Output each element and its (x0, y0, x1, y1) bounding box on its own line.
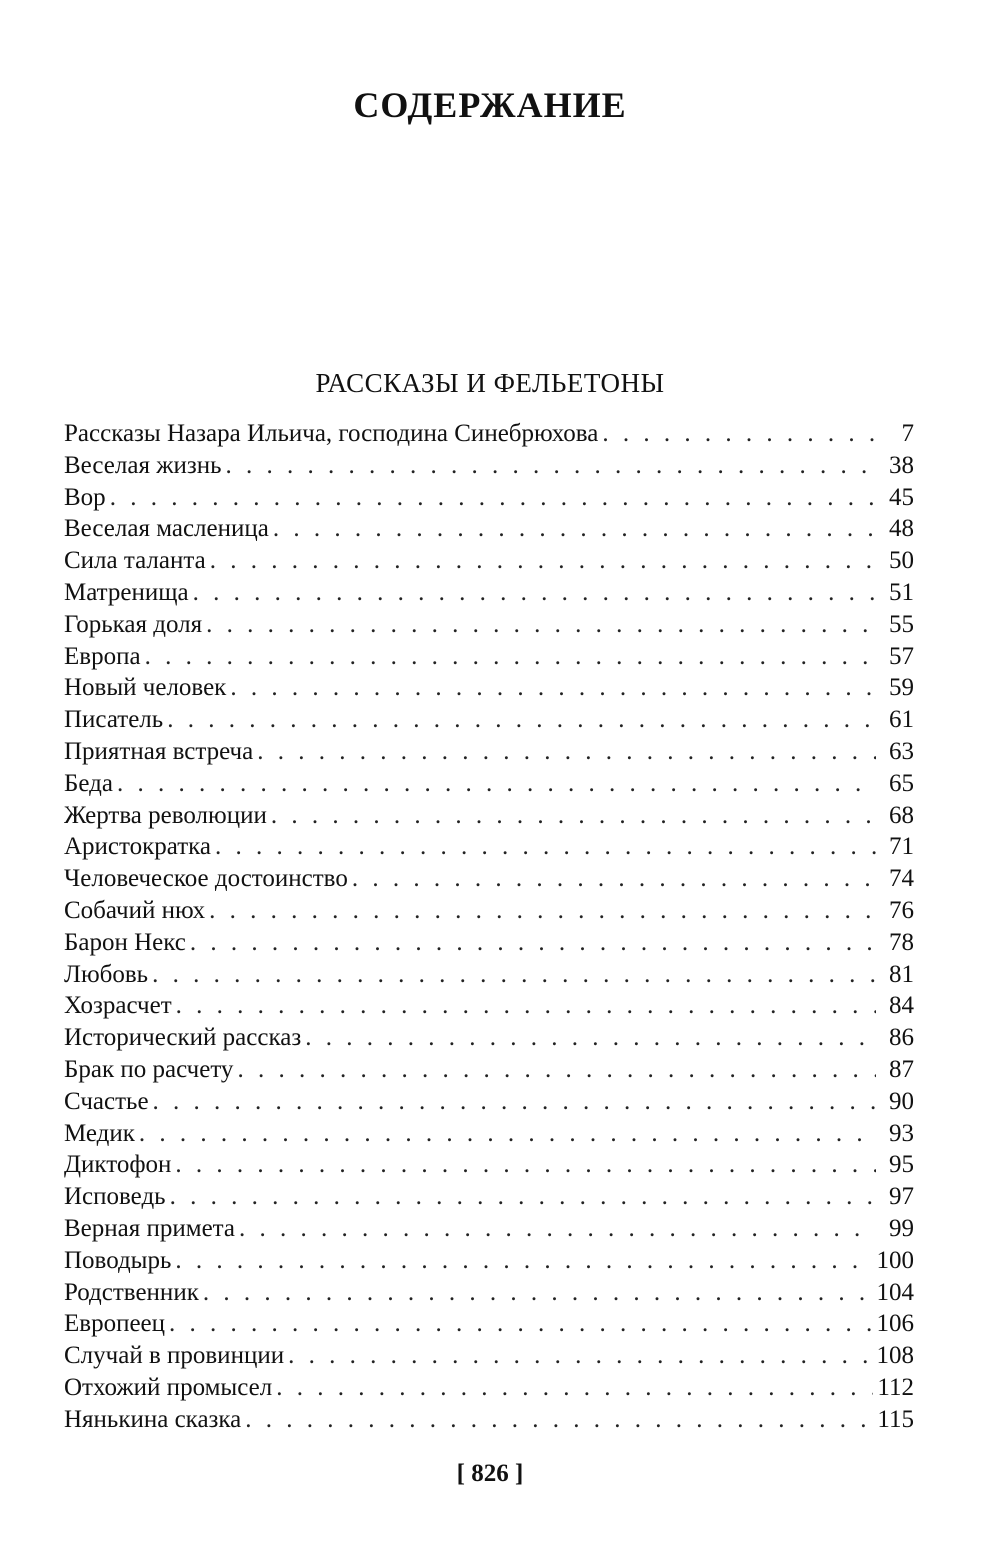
toc-entry (64, 1086, 914, 1118)
toc-entry-title: Веселая жизнь (64, 451, 222, 479)
dot-leader (602, 418, 876, 450)
toc-entry-title: Веселая масленица (64, 515, 269, 543)
toc-entry-title: Любовь (64, 960, 149, 988)
toc-entry (64, 1149, 914, 1181)
dot-leader (110, 482, 876, 514)
toc-entry-title: Родственник (64, 1278, 199, 1306)
toc-entry (64, 545, 914, 577)
dot-leader (176, 990, 876, 1022)
dot-leader (239, 1213, 876, 1245)
section-heading: РАССКАЗЫ И ФЕЛЬЕТОНЫ (315, 368, 665, 398)
toc-entry (64, 482, 914, 514)
toc-entry (64, 959, 914, 991)
dot-leader (226, 450, 876, 482)
dot-leader (209, 895, 876, 927)
dot-leader (237, 1054, 876, 1086)
dot-leader (273, 513, 876, 545)
toc-entry-page: 81 (889, 960, 914, 988)
dot-leader (169, 1308, 872, 1340)
toc-entry-title: Человеческое достоинство (64, 865, 348, 893)
toc-entry-page: 38 (889, 451, 914, 479)
toc-entry (64, 1372, 914, 1404)
dot-leader (152, 959, 876, 991)
toc-entry (64, 800, 914, 832)
toc-entry-title: Аристократка (64, 833, 212, 861)
toc-entry-title: Рассказы Назара Ильича, господина Синебрюхова (64, 420, 599, 447)
toc-entry-title: Брак по расчету (64, 1055, 234, 1083)
toc-entry-page: 51 (889, 578, 914, 606)
toc-entry (64, 831, 914, 863)
toc-entry (64, 768, 914, 800)
toc-entry (64, 1404, 914, 1436)
dot-leader (175, 1245, 872, 1277)
table-of-contents (64, 418, 914, 1436)
toc-entry (64, 609, 914, 641)
dot-leader (276, 1372, 873, 1404)
toc-entry-title: Вор (64, 483, 106, 511)
toc-entry-page: 78 (889, 928, 914, 956)
toc-entry-page: 84 (889, 992, 914, 1020)
toc-entry-title: Европа (64, 642, 141, 670)
toc-entry-page: 50 (889, 547, 914, 575)
dot-leader (145, 641, 876, 673)
dot-leader (215, 831, 876, 863)
toc-entry-page: 90 (889, 1087, 914, 1115)
toc-entry-title: Новый человек (64, 674, 227, 702)
toc-entry-title: Счастье (64, 1087, 149, 1115)
toc-entry-title: Отхожий промысел (64, 1373, 273, 1401)
toc-entry (64, 1277, 914, 1309)
toc-entry-title: Поводырь (64, 1246, 172, 1274)
toc-entry-page: 45 (889, 483, 914, 511)
toc-entry (64, 577, 914, 609)
dot-leader (153, 1086, 876, 1118)
toc-entry (64, 736, 914, 768)
dot-leader (288, 1340, 872, 1372)
toc-entry-page: 115 (877, 1405, 914, 1433)
toc-entry-page: 7 (901, 420, 914, 447)
toc-entry (64, 1340, 914, 1372)
toc-entry-page: 68 (889, 801, 914, 829)
toc-entry-page: 99 (889, 1214, 914, 1242)
toc-entry-page: 95 (889, 1151, 914, 1179)
toc-entry-title: Исповедь (64, 1183, 166, 1211)
toc-entry-page: 74 (889, 865, 914, 893)
toc-entry-title: Медик (64, 1119, 135, 1147)
toc-entry (64, 990, 914, 1022)
toc-entry-page: 71 (889, 833, 914, 861)
toc-entry-page: 63 (889, 737, 914, 765)
toc-entry (64, 1118, 914, 1150)
toc-entry-page: 76 (889, 896, 914, 924)
toc-entry-page: 106 (876, 1310, 914, 1338)
dot-leader (352, 863, 876, 895)
toc-entry (64, 1308, 914, 1340)
page-number: [ 826 ] (456, 1460, 524, 1487)
dot-leader (190, 927, 876, 959)
toc-entry-title: Нянькина сказка (64, 1405, 242, 1433)
toc-entry-title: Барон Некс (64, 928, 186, 956)
toc-entry-page: 100 (876, 1246, 914, 1274)
dot-leader (170, 1181, 876, 1213)
toc-entry (64, 1022, 914, 1054)
toc-entry-title: Приятная встреча (64, 737, 254, 765)
toc-entry-title: Диктофон (64, 1151, 172, 1179)
toc-entry (64, 641, 914, 673)
toc-entry-page: 87 (889, 1055, 914, 1083)
toc-entry-title: Исторический рассказ (64, 1024, 302, 1052)
toc-entry-title: Беда (64, 769, 113, 797)
toc-entry-page: 59 (889, 674, 914, 702)
toc-entry-title: Горькая доля (64, 610, 203, 638)
dot-leader (117, 768, 876, 800)
toc-entry-title: Писатель (64, 706, 164, 734)
toc-entry-page: 61 (889, 706, 914, 734)
toc-entry-page: 112 (877, 1373, 914, 1401)
toc-entry-title: Собачий нюх (64, 896, 206, 924)
toc-entry-title: Жертва революции (64, 801, 267, 829)
dot-leader (257, 736, 876, 768)
toc-entry-page: 57 (889, 642, 914, 670)
page-title: СОДЕРЖАНИЕ (353, 85, 627, 125)
toc-entry-title: Сила таланта (64, 547, 206, 575)
dot-leader (271, 800, 876, 832)
toc-entry (64, 418, 914, 450)
toc-entry (64, 1181, 914, 1213)
toc-entry-page: 65 (889, 769, 914, 797)
toc-entry-title: Европеец (64, 1310, 166, 1338)
toc-entry-page: 93 (889, 1119, 914, 1147)
dot-leader (230, 672, 876, 704)
toc-entry-page: 86 (889, 1024, 914, 1052)
dot-leader (175, 1149, 876, 1181)
toc-entry (64, 863, 914, 895)
toc-entry-page: 55 (889, 610, 914, 638)
dot-leader (139, 1118, 876, 1150)
toc-entry-page: 108 (876, 1342, 914, 1370)
toc-entry (64, 895, 914, 927)
toc-entry (64, 927, 914, 959)
toc-entry (64, 1245, 914, 1277)
dot-leader (305, 1022, 876, 1054)
toc-entry (64, 704, 914, 736)
toc-entry-page: 48 (889, 515, 914, 543)
toc-entry-title: Случай в провинции (64, 1342, 285, 1370)
toc-entry (64, 513, 914, 545)
toc-entry (64, 1054, 914, 1086)
dot-leader (167, 704, 876, 736)
dot-leader (245, 1404, 873, 1436)
toc-entry (64, 672, 914, 704)
dot-leader (206, 609, 876, 641)
toc-entry (64, 450, 914, 482)
dot-leader (203, 1277, 873, 1309)
dot-leader (210, 545, 876, 577)
toc-entry-title: Верная примета (64, 1214, 235, 1242)
dot-leader (193, 577, 876, 609)
toc-entry-title: Матренища (64, 578, 189, 606)
toc-entry-page: 104 (876, 1278, 914, 1306)
toc-entry-title: Хозрасчет (64, 992, 172, 1020)
toc-entry (64, 1213, 914, 1245)
toc-entry-page: 97 (889, 1183, 914, 1211)
